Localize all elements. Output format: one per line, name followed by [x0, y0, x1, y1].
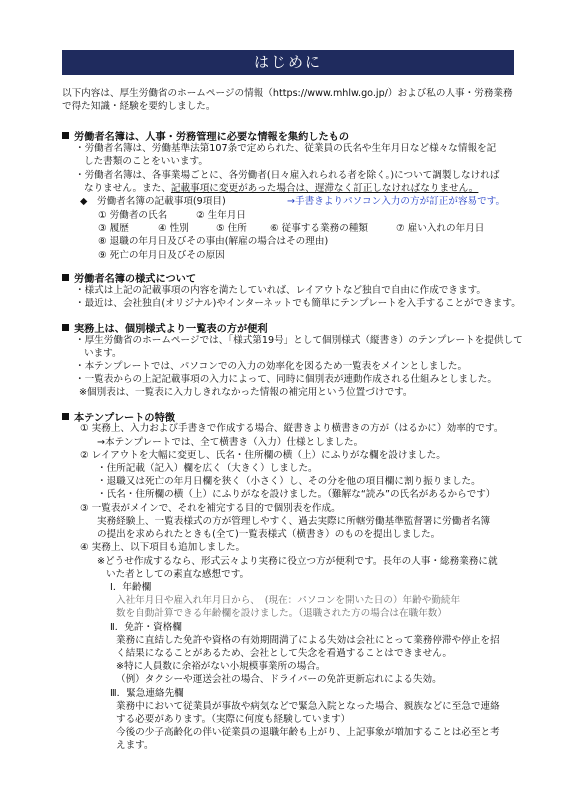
section-1-heading: [62, 128, 349, 143]
s4-roman-2-line-1: 業務に直結した免許や資格の有効期間満了による失効は会社にとって業務停滞や停止を招: [116, 635, 500, 646]
section-2-heading-text: 労働者名簿の様式について: [74, 274, 197, 285]
s3-line-2: います。: [84, 348, 122, 359]
section-4-heading-text: 本テンプレートの特徴: [74, 413, 175, 424]
s4-line-12: いた者としての素直な感想です。: [106, 569, 250, 580]
page-title: はじめに: [62, 50, 514, 75]
s2-bullet-2: ・最近は、会社独自(オリジナル)やインターネットでも簡単にテンプレートを入手することができます。: [75, 298, 521, 309]
section-1-heading-text: 労働者名簿は、人事・労務管理に必要な情報を集約したもの: [74, 132, 350, 143]
s4-roman-3-line-2: する必要があります。（実際に何度も経験しています）: [116, 714, 351, 725]
s1-items-note: →手書きよりパソコン入力の方が訂正が容易です。: [287, 196, 506, 207]
s4-line-8: 実務経験上、一覧表様式の方が管理しやすく、過去実際に所轄労働基準監督署に労働者名簿: [97, 516, 491, 527]
s1-bullet-2-text: なりません。また、: [84, 183, 171, 194]
item-8: ⑧ 退職の年月日及びその事由(解雇の場合はその理由): [98, 236, 329, 247]
s4-roman-1: Ⅰ．年齢欄: [110, 582, 152, 593]
s4-line-3: ② レイアウトを大幅に変更し、氏名・住所欄の横（上）にふりがな欄を設けました。: [80, 450, 446, 461]
s4-line-2: →本テンプレートでは、全て横書き（入力）仕様としました。: [97, 437, 364, 448]
s4-roman-2-line-2: く結果になることがあるため、会社として失念を看過することはできません。: [116, 648, 452, 659]
s4-line-9: の提出を求められたときも(全て)一覧表様式（横書き）のものを提出しました。: [97, 529, 441, 540]
item-3: ③ 履歴: [98, 223, 129, 234]
s4-roman-1-line-2: 数を自動計算できる年齢欄を設けました。（退職された方の場合は在職年数）: [116, 608, 447, 619]
s3-line-5: ※個別表は、一覧表に入力しきれなかった情報の補完用という位置づけです。: [79, 387, 413, 398]
s3-line-1: ・厚生労働省のホームページでは、「様式第19号」として個別様式（縦書き）のテンプレートを提供して: [75, 335, 523, 346]
item-2: ② 生年月日: [196, 210, 247, 221]
s1-bullet-1-line-2: した書類のことをいいます。: [84, 156, 208, 167]
s4-line-10: ④ 実務上、以下項目も追加しました。: [80, 542, 246, 553]
s3-line-3: ・本テンプレートでは、パソコンでの入力の効率化を図るため一覧表をメインとしました。: [75, 361, 468, 372]
intro-line-1: 以下内容は、厚生労働省のホームページの情報（https://www.mhlw.go.jp/）および私の人事・労務業務: [62, 88, 513, 99]
square-bullet-icon: [62, 274, 69, 281]
s4-roman-2-line-3: ※特に人員数に余裕がない小規模事業所の場合。: [116, 661, 326, 672]
item-1: ① 労働者の氏名: [98, 210, 168, 221]
s1-bullet-2-line-1: ・労働者名簿は、各事業場ごとに、各労働者(日々雇入れられる者を除く。)について調製しなければ: [75, 170, 500, 181]
item-4: ④ 性別: [158, 223, 189, 234]
intro-line-2: で得た知識・経験を要約しました。: [62, 101, 216, 112]
s4-roman-2: Ⅱ．免許・資格欄: [110, 622, 182, 633]
s2-bullet-1: ・様式は上記の記載事項の内容を満たしていれば、レイアウトなど独自で自由に作成できます。: [75, 285, 486, 296]
item-7: ⑦ 雇い入れの年月日: [396, 223, 485, 234]
section-3-heading: [62, 320, 268, 335]
s4-line-1: ① 実務上、入力および手書きで作成する場合、縦書きより横書きの方が（はるかに）効率的です。: [80, 423, 504, 434]
square-bullet-icon: [62, 413, 69, 420]
s4-roman-3-line-1: 業務中において従業員が事故や病気などで緊急入院となった場合、親族などに至急で連絡: [116, 701, 500, 712]
item-6: ⑥ 従事する業務の種類: [270, 223, 368, 234]
s1-items-heading: ◆ 労働者名簿の記載事項(9項目): [80, 196, 226, 207]
s4-line-4: ・住所記載（記入）欄を広く（大きく）しました。: [97, 463, 318, 474]
s4-line-6: ・氏名・住所欄の横（上）にふりがなを設けました。（難解な“読み”の氏名があるからです）: [97, 489, 496, 500]
s4-roman-3-line-3: 今後の少子高齢化の伴い従業員の退職年齢も上がり、上記事象が増加することは必至と考: [116, 727, 500, 738]
s4-line-7: ③ 一覧表がメインで、それを補完する目的で個別表を作成。: [80, 503, 341, 514]
s1-bullet-2-underlined: 記載事項に変更があった場合は、遅滞なく訂正しなければなりません。: [170, 183, 479, 194]
section-2-heading: [62, 270, 196, 285]
square-bullet-icon: [62, 324, 69, 331]
s3-line-4: ・一覧表からの上記記載事項の入力によって、同時に個別表が連動作成される仕組みとしました。: [75, 374, 497, 385]
s4-line-5: ・退職又は死亡の年月日欄を狭く（小さく）し、その分を他の項目欄に割り振りました。: [97, 476, 481, 487]
item-5: ⑤ 住所: [216, 223, 247, 234]
square-bullet-icon: [62, 132, 69, 139]
s4-roman-3-line-4: えます。: [116, 740, 154, 751]
s1-bullet-2-line-2: [84, 182, 478, 195]
section-3-heading-text: 実務上は、個別様式より一覧表の方が便利: [74, 324, 268, 335]
s4-line-11: ※どうせ作成するなら、形式云々より実務に役立つ方が便利です。長年の人事・総務業務に就: [97, 556, 498, 567]
s4-roman-2-line-4: （例）タクシーや運送会社の場合、ドライバーの免許更新忘れによる失効。: [116, 674, 442, 685]
s4-roman-1-line-1: 入社年月日や雇入れ年月日から、 (現在：パソコンを開いた日の）年齢や勤続年: [116, 595, 461, 606]
item-9: ⑨ 死亡の年月日及びその原因: [98, 250, 225, 261]
s4-roman-3: Ⅲ．緊急連絡先欄: [110, 688, 184, 699]
s1-bullet-1-line-1: ・労働者名簿は、労働基準法第107条で定められた、従業員の氏名や生年月日など様々な情報を記: [75, 143, 497, 154]
